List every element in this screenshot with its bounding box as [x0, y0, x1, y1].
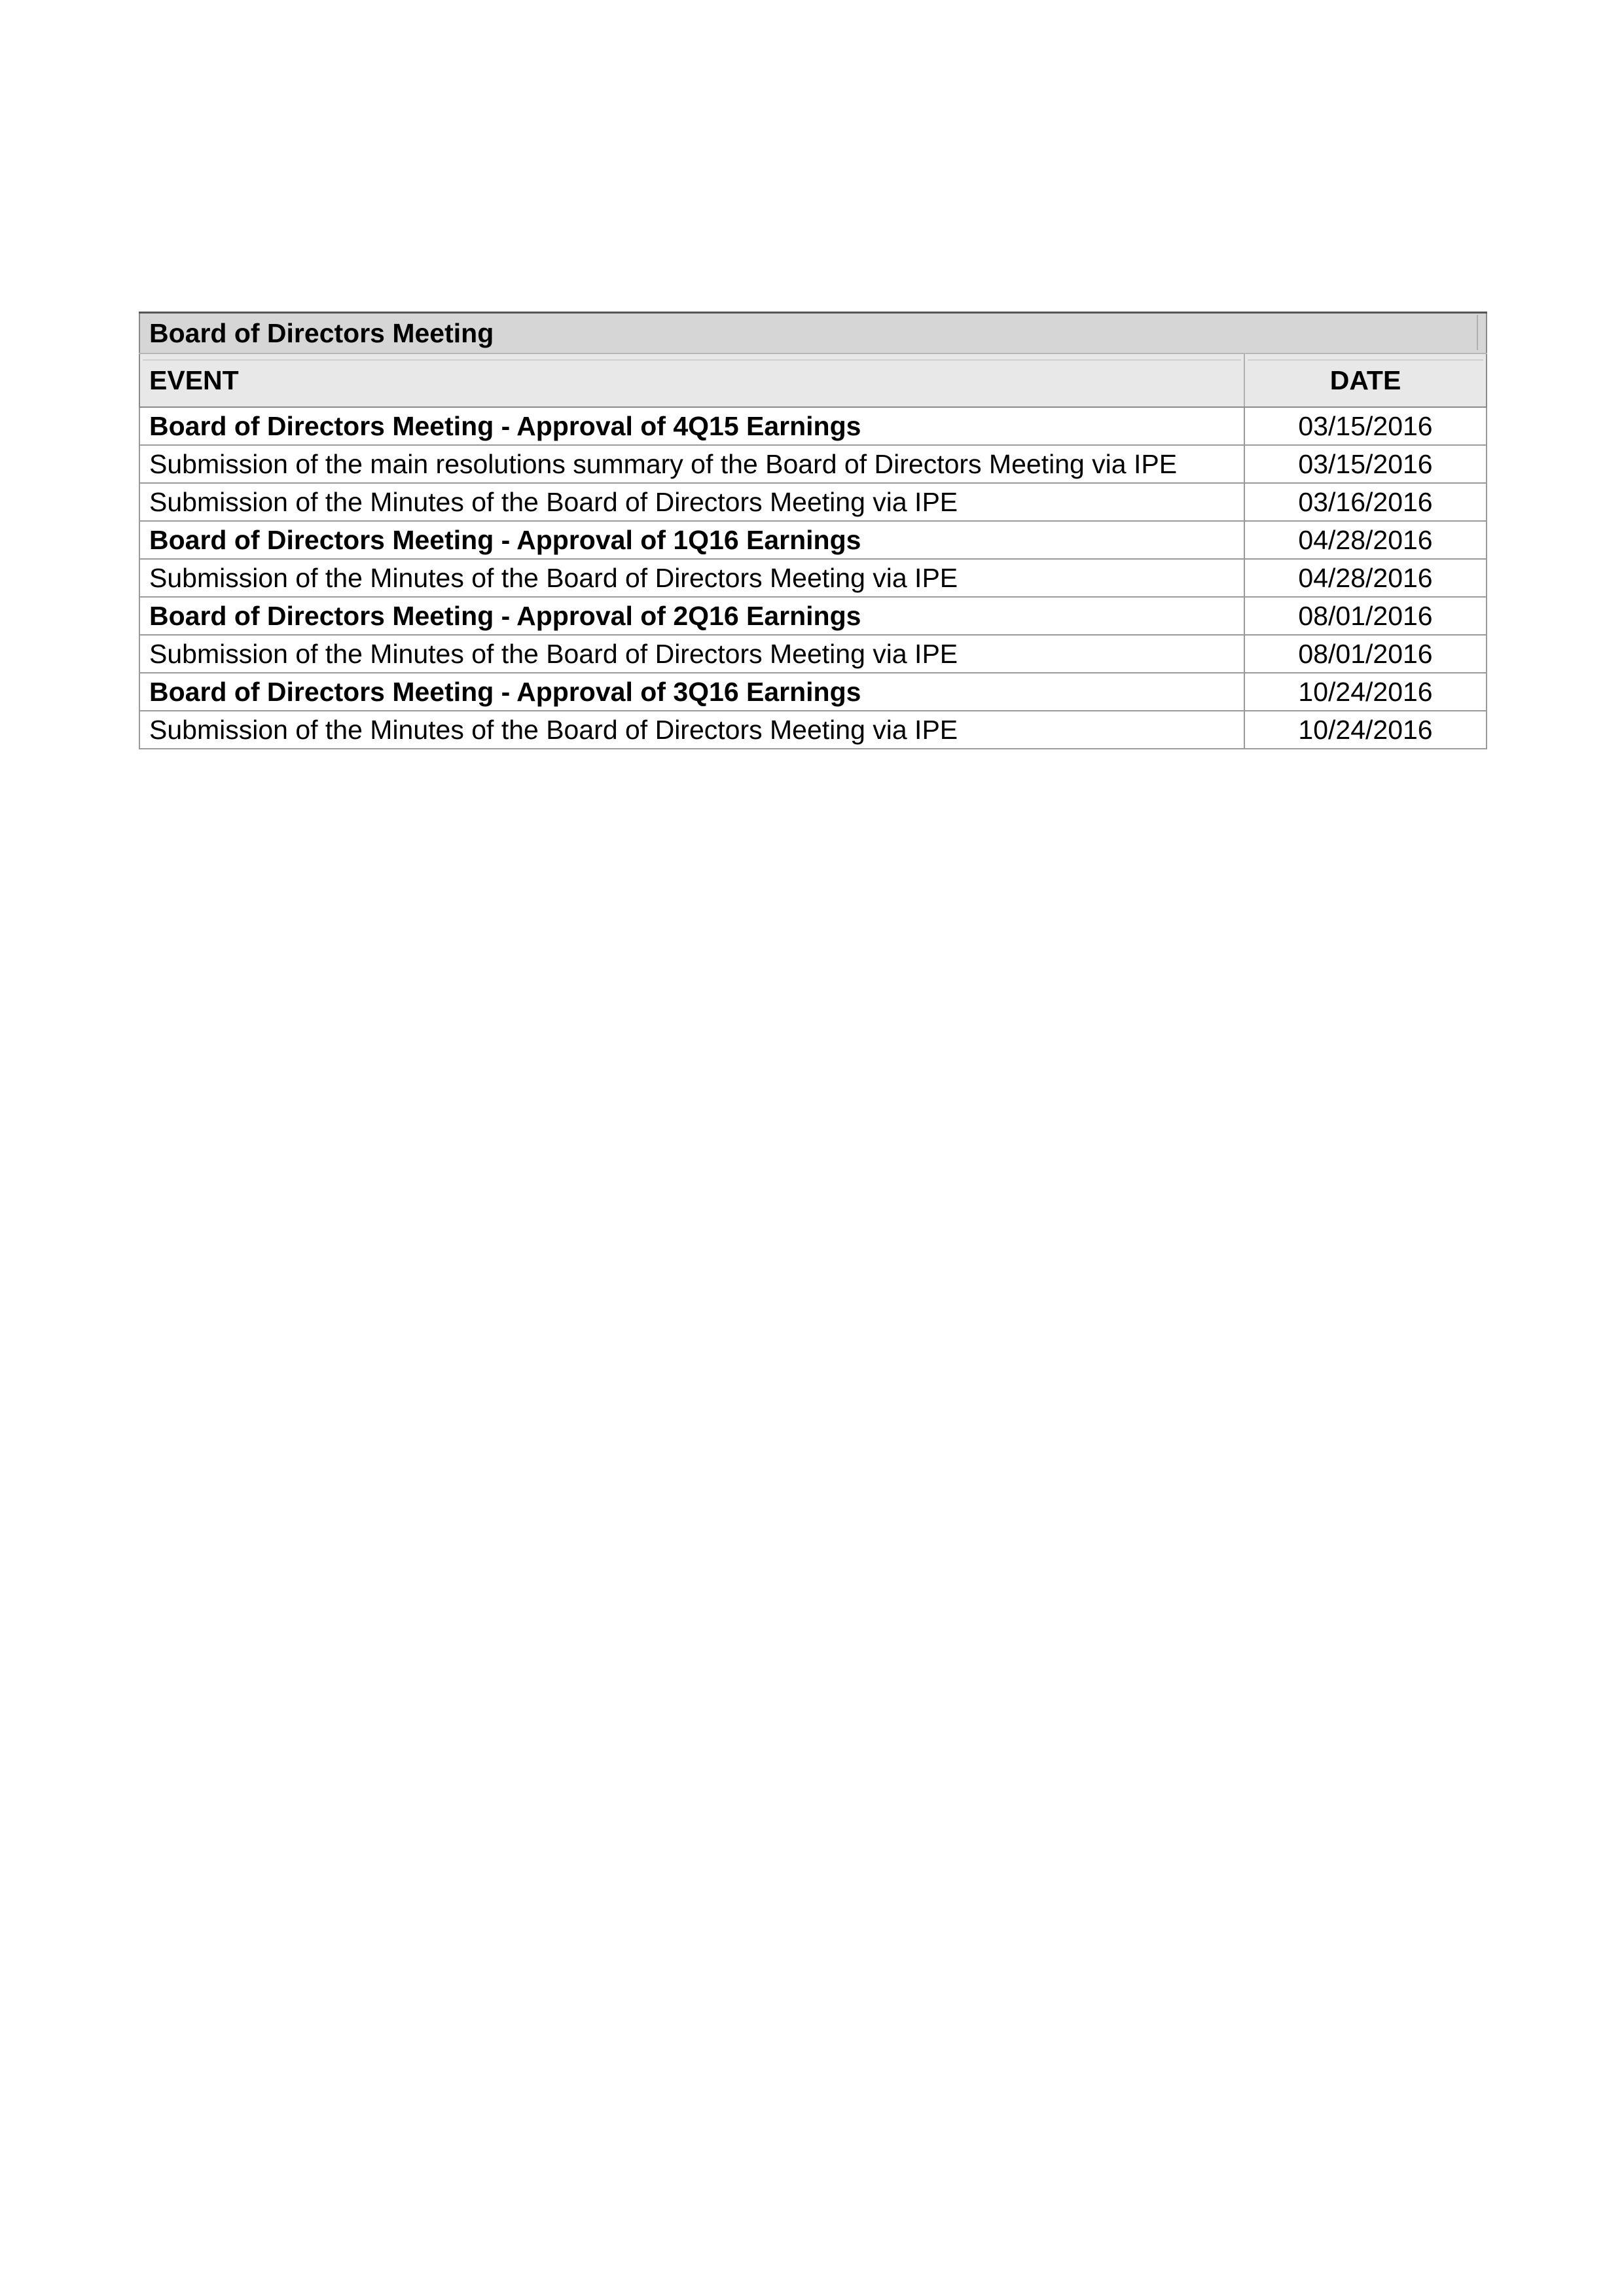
date-cell: 10/24/2016	[1244, 711, 1487, 749]
date-cell: 04/28/2016	[1244, 521, 1487, 559]
table-row	[139, 673, 1487, 711]
events-table	[139, 312, 1487, 749]
table-header-row	[139, 353, 1487, 407]
header-inset-line	[143, 359, 1241, 361]
date-cell: 03/15/2016	[1244, 445, 1487, 483]
event-column-header	[139, 353, 1244, 407]
table-body	[139, 407, 1487, 749]
date-header-label: DATE	[1329, 365, 1401, 395]
header-inset-line	[1248, 359, 1483, 361]
table-row	[139, 597, 1487, 635]
date-cell: 08/01/2016	[1244, 597, 1487, 635]
table-row	[139, 483, 1487, 521]
event-cell: Submission of the Minutes of the Board of Directors Meeting via IPE	[139, 483, 1244, 521]
table-title-cell	[139, 313, 1487, 354]
events-table-container	[139, 312, 1486, 749]
event-cell: Submission of the Minutes of the Board of Directors Meeting via IPE	[139, 635, 1244, 673]
date-cell: 10/24/2016	[1244, 673, 1487, 711]
table-row	[139, 711, 1487, 749]
date-cell: 04/28/2016	[1244, 559, 1487, 597]
event-cell: Board of Directors Meeting - Approval of 4Q15 Earnings	[139, 407, 1244, 445]
table-row	[139, 407, 1487, 445]
event-cell: Submission of the Minutes of the Board of Directors Meeting via IPE	[139, 559, 1244, 597]
table-title-row	[139, 313, 1487, 354]
table-row	[139, 635, 1487, 673]
table-row	[139, 559, 1487, 597]
event-cell: Submission of the main resolutions summary of the Board of Directors Meeting via IPE	[139, 445, 1244, 483]
event-cell: Board of Directors Meeting - Approval of 2Q16 Earnings	[139, 597, 1244, 635]
event-cell: Board of Directors Meeting - Approval of 3Q16 Earnings	[139, 673, 1244, 711]
event-cell: Board of Directors Meeting - Approval of 1Q16 Earnings	[139, 521, 1244, 559]
date-cell: 03/15/2016	[1244, 407, 1487, 445]
date-column-header	[1244, 353, 1487, 407]
title-edge-divider	[1477, 315, 1482, 350]
event-header-label: EVENT	[149, 365, 239, 395]
event-cell: Submission of the Minutes of the Board of Directors Meeting via IPE	[139, 711, 1244, 749]
table-row	[139, 521, 1487, 559]
date-cell: 03/16/2016	[1244, 483, 1487, 521]
table-row	[139, 445, 1487, 483]
table-title: Board of Directors Meeting	[149, 318, 494, 348]
date-cell: 08/01/2016	[1244, 635, 1487, 673]
